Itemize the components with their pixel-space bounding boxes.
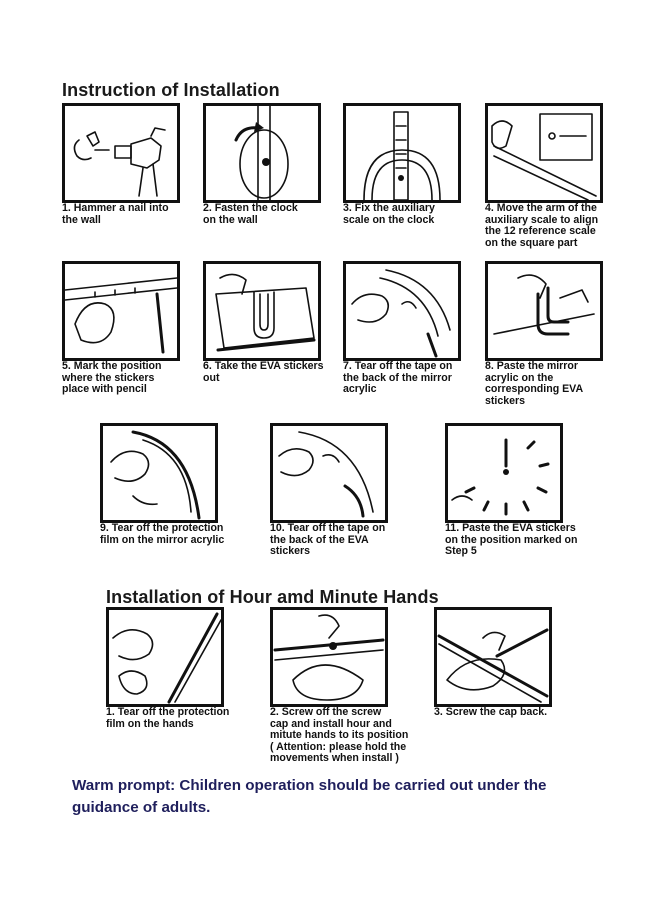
auxiliary-scale-icon xyxy=(346,106,458,200)
hand-film-icon xyxy=(109,610,221,704)
step-11-illustration xyxy=(445,423,563,523)
step-1-illustration xyxy=(62,103,180,203)
tear-tape-icon xyxy=(346,264,458,358)
warm-prompt-line-2: guidance of adults. xyxy=(72,799,211,816)
screw-cap-icon xyxy=(273,610,385,704)
step-8-caption: 8. Paste the mirror acrylic on the corresponding EVA stickers xyxy=(485,360,584,407)
step-3-caption: 3. Fix the auxiliary scale on the clock xyxy=(343,202,435,226)
step-6-illustration xyxy=(203,261,321,361)
paste-mirror-icon xyxy=(488,264,600,358)
hand-step-1-caption: 1. Tear off the protection film on the hands xyxy=(106,706,230,730)
align-scale-icon xyxy=(488,106,600,200)
step-10-caption: 10. Tear off the tape on the back of the EVA stickers xyxy=(270,522,386,557)
hand-step-1-illustration xyxy=(106,607,224,707)
step-3-illustration xyxy=(343,103,461,203)
hammer-nail-icon xyxy=(65,106,177,200)
step-5-caption: 5. Mark the position where the stickers place with pencil xyxy=(62,360,162,395)
step-4-caption: 4. Move the arm of the auxiliary scale to align the 12 reference scale on the square part xyxy=(485,202,599,249)
hand-step-3-illustration xyxy=(434,607,552,707)
peel-tape-icon xyxy=(273,426,385,520)
hand-step-2-illustration xyxy=(270,607,388,707)
step-9-illustration xyxy=(100,423,218,523)
step-7-illustration xyxy=(343,261,461,361)
step-10-illustration xyxy=(270,423,388,523)
peel-film-icon xyxy=(103,426,215,520)
clock-mount-icon xyxy=(206,106,318,200)
eva-sticker-icon xyxy=(206,264,318,358)
step-7-caption: 7. Tear off the tape on the back of the mirror acrylic xyxy=(343,360,453,395)
clock-face-icon xyxy=(448,426,560,520)
pencil-mark-icon xyxy=(65,264,177,358)
step-9-caption: 9. Tear off the protection film on the mirror acrylic xyxy=(100,522,225,546)
step-1-caption: 1. Hammer a nail into the wall xyxy=(62,202,169,226)
hands-heading: Installation of Hour amd Minute Hands xyxy=(106,587,439,607)
step-5-illustration xyxy=(62,261,180,361)
step-8-illustration xyxy=(485,261,603,361)
step-6-caption: 6. Take the EVA stickers out xyxy=(203,360,324,384)
warm-prompt xyxy=(72,775,632,819)
screw-back-icon xyxy=(437,610,549,704)
step-2-caption: 2. Fasten the clock on the wall xyxy=(203,202,298,226)
warm-prompt-line-1: Warm prompt: Children operation should be carried out under the xyxy=(72,777,547,794)
step-2-illustration xyxy=(203,103,321,203)
hand-step-3-caption: 3. Screw the cap back. xyxy=(434,706,548,718)
step-11-caption: 11. Paste the EVA stickers on the position marked on Step 5 xyxy=(445,522,578,557)
hand-step-2-caption: 2. Screw off the screw cap and install hour and mitute hands to its position ( Attention: please hold the movements when install ) xyxy=(270,706,409,764)
step-4-illustration xyxy=(485,103,603,203)
installation-heading: Instruction of Installation xyxy=(62,80,280,100)
